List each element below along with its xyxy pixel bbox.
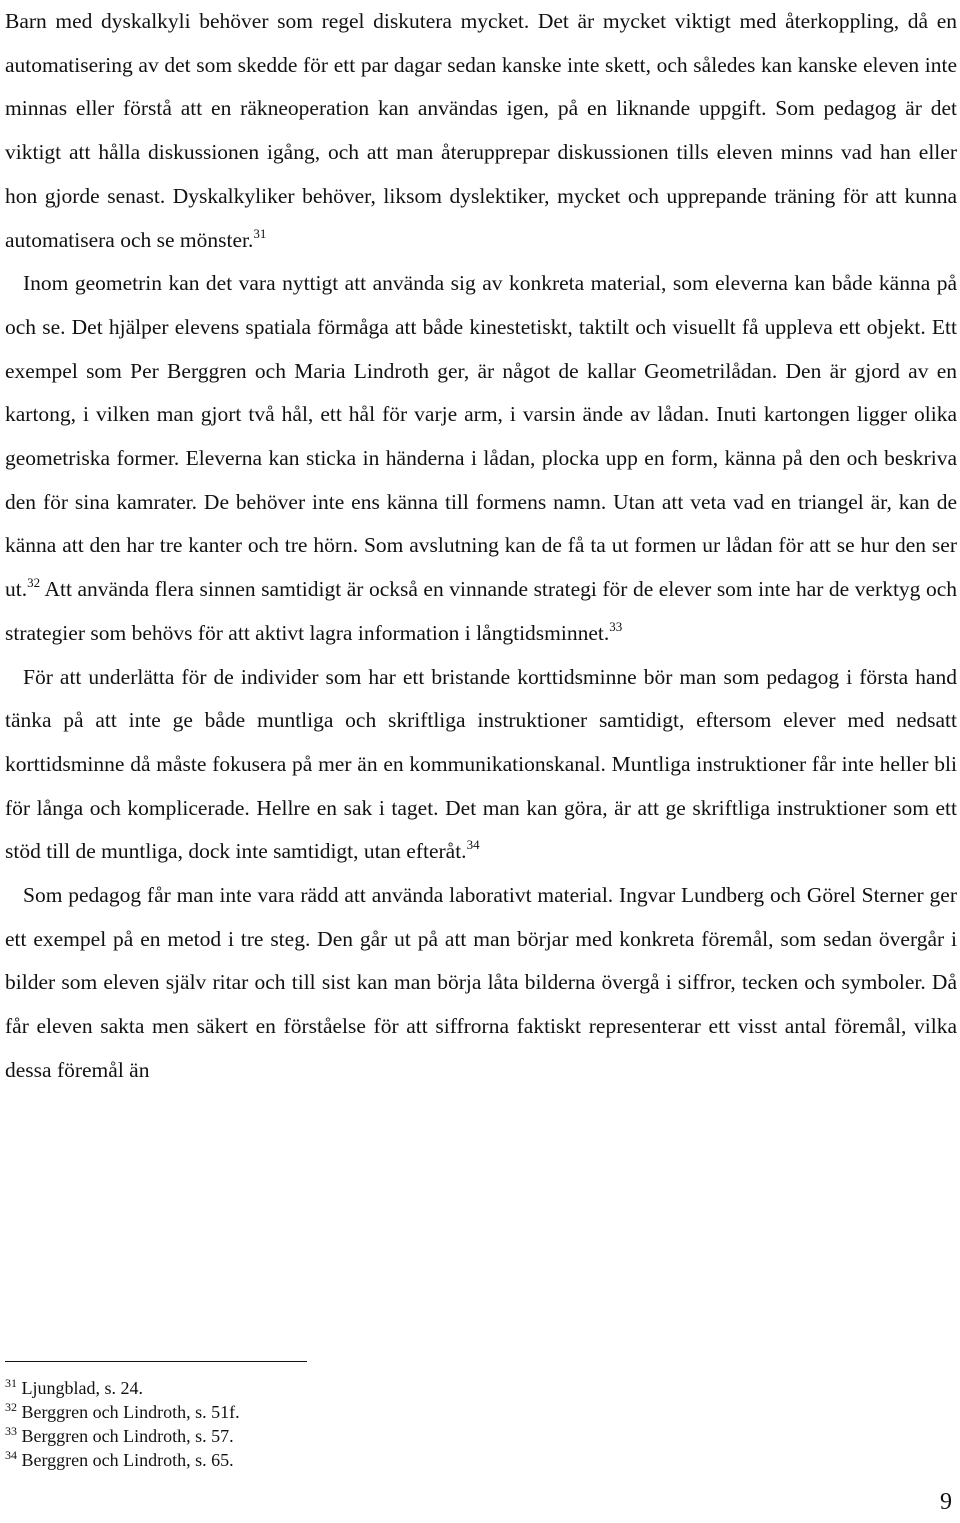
- footnote-text: Berggren och Lindroth, s. 65.: [21, 1450, 234, 1470]
- paragraph-text: För att underlätta för de individer som har ett bristande korttidsminne bör man som pedagog i första hand tänka på att inte ge både muntliga och skriftliga instruktioner samtidigt, eftersom elever med nedsatt korttidsminne då måste fokusera på mer än en kommunikationskanal. Muntliga instruktioner får inte heller bli för långa och komplicerade. Hellre en sak i taget. Det man kan göra, är att ge skriftliga instruktioner som ett stöd till de muntliga, dock inte samtidigt, utan efteråt.: [5, 664, 957, 864]
- footnote: [5, 1424, 605, 1448]
- footnote-number: 31: [5, 1376, 17, 1390]
- footnote-ref: 34: [466, 837, 480, 853]
- footnote-text: Ljungblad, s. 24.: [21, 1378, 143, 1398]
- paragraph: [5, 874, 957, 1093]
- paragraph-text: Barn med dyskalkyli behöver som regel diskutera mycket. Det är mycket viktigt med återkoppling, då en automatisering av det som skedde för ett par dagar sedan kanske inte skett, och således kan kanske eleven inte minnas eller förstå att en räkneoperation kan användas igen, på en liknande uppgift. Som pedagog är det viktigt att hålla diskussionen igång, och att man återupprepar diskussionen tills eleven minns vad han eller hon gjorde senast. Dyskalkyliker behöver, liksom dyslektiker, mycket och upprepande träning för att kunna automatisera och se mönster.: [5, 9, 957, 252]
- page-number: 9: [940, 1489, 952, 1515]
- footnote-separator: [5, 1361, 307, 1362]
- paragraph: [5, 262, 957, 655]
- footnote-text: Berggren och Lindroth, s. 57.: [21, 1426, 234, 1446]
- footnote-number: 34: [5, 1448, 17, 1462]
- paragraph-text: Att använda flera sinnen samtidigt är också en vinnande strategi för de elever som inte har de verktyg och strategier som behövs för att aktivt lagra information i långtidsminnet.: [5, 577, 957, 645]
- footnote-text: Berggren och Lindroth, s. 51f.: [21, 1402, 240, 1422]
- footnote-ref: 33: [609, 618, 623, 634]
- paragraph: [5, 656, 957, 875]
- footnotes: [5, 1376, 605, 1472]
- paragraph-text: Som pedagog får man inte vara rädd att använda laborativt material. Ingvar Lundberg och Görel Sterner ger ett exempel på en metod i tre steg. Den går ut på att man börjar med konkreta föremål, som sedan övergår i bilder som eleven själv ritar och till sist kan man börja låta bilderna övergå i siffror, tecken och symboler. Då får eleven sakta men säkert en förståelse för att siffrorna faktiskt representerar ett visst antal föremål, vilka dessa föremål än: [5, 883, 957, 1082]
- footnote-ref: 31: [253, 225, 267, 241]
- footnote: [5, 1400, 605, 1424]
- body-text: [5, 0, 957, 1093]
- footnote: [5, 1376, 605, 1400]
- footnote: [5, 1448, 605, 1472]
- footnote-ref: 32: [27, 575, 41, 591]
- footnote-number: 32: [5, 1400, 17, 1414]
- paragraph-text: Inom geometrin kan det vara nyttigt att använda sig av konkreta material, som eleverna kan både känna på och se. Det hjälper elevens spatiala förmåga att både kinestetiskt, taktilt och visuellt få uppleva ett objekt. Ett exempel som Per Berggren och Maria Lindroth ger, är något de kallar Geometrilådan. Den är gjord av en kartong, i vilken man gjort två hål, ett hål för varje arm, i varsin ände av lådan. Inuti kartongen ligger olika geometriska former. Eleverna kan sticka in händerna i lådan, plocka upp en form, känna på den och beskriva den för sina kamrater. De behöver inte ens känna till formens namn. Utan att veta vad en triangel är, kan de känna att den har tre kanter och tre hörn. Som avslutning kan de få ta ut formen ur lådan för att se hur den ser ut.: [5, 271, 957, 602]
- footnote-number: 33: [5, 1424, 17, 1438]
- paragraph: [5, 0, 957, 262]
